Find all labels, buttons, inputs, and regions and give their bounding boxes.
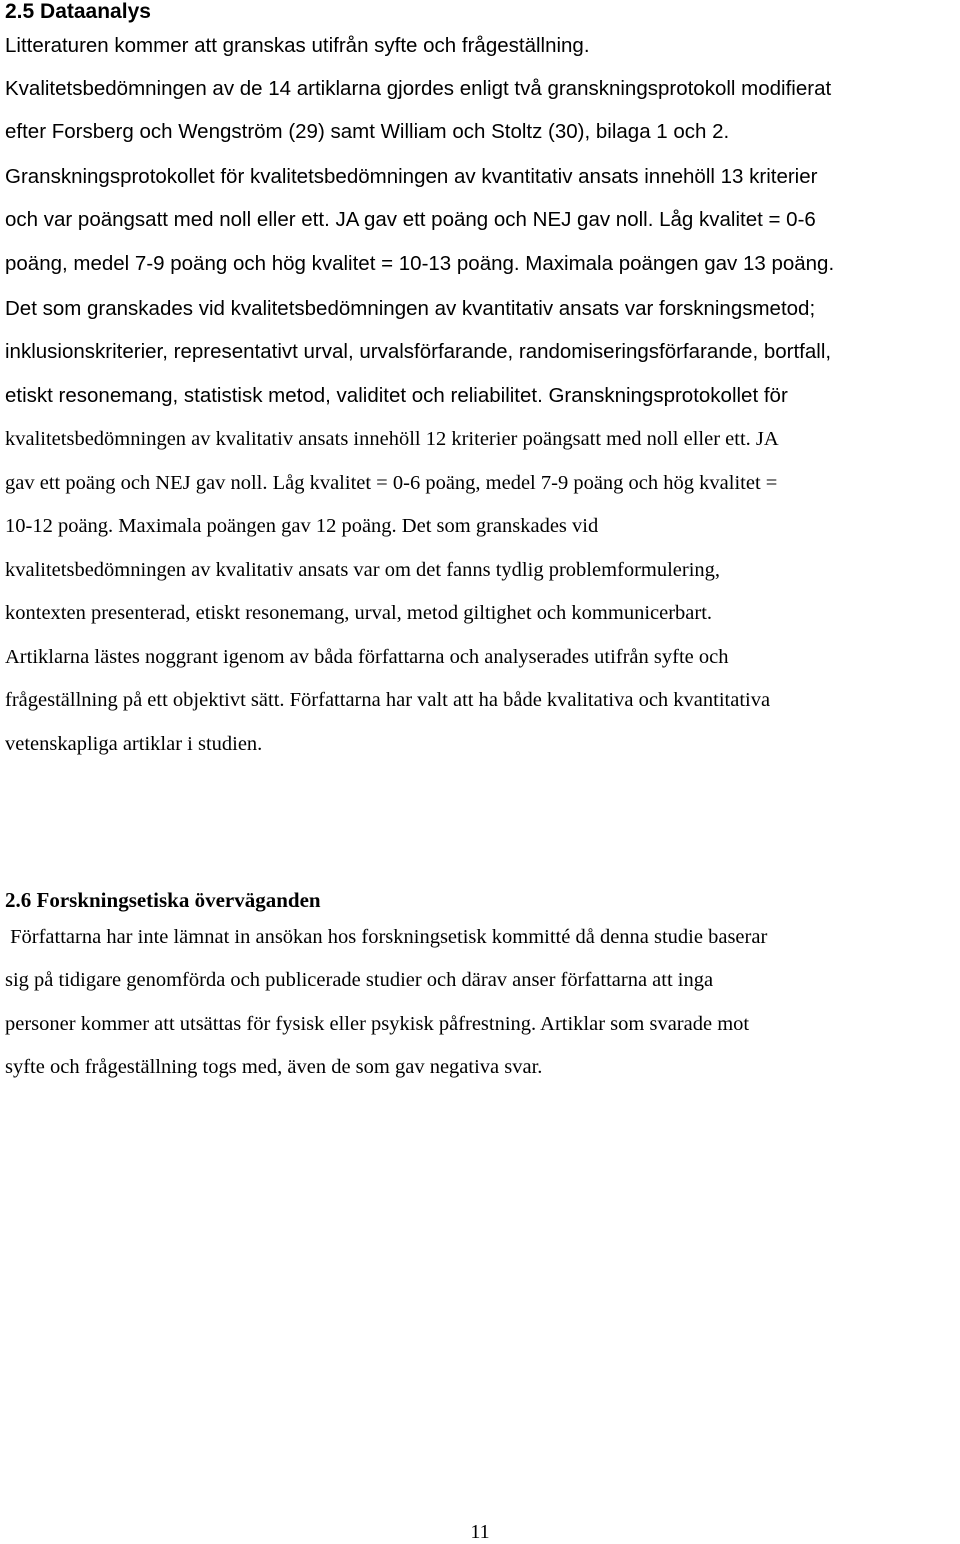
text-line: syfte och frågeställning togs med, även de som gav negativa svar. — [5, 1056, 543, 1078]
text-line: Artiklarna lästes noggrant igenom av båda författarna och analyserades utifrån syfte och — [5, 646, 729, 668]
text-line: inklusionskriterier, representativt urval, urvalsförfarande, randomiseringsförfarande, bortfall, — [5, 340, 832, 363]
text-line: 10-12 poäng. Maximala poängen gav 12 poäng. Det som granskades vid — [5, 515, 599, 537]
text-line: Kvalitetsbedömningen av de 14 artiklarna gjordes enligt två granskningsprotokoll modifierat — [5, 77, 832, 100]
page-number: 11 — [470, 1521, 490, 1543]
text-line: gav ett poäng och NEJ gav noll. Låg kvalitet = 0-6 poäng, medel 7-9 poäng och hög kvalitet = — [5, 472, 778, 494]
text-line: vetenskapliga artiklar i studien. — [5, 733, 263, 755]
text-line: kontexten presenterad, etiskt resonemang, urval, metod giltighet och kommunicerbart. — [5, 602, 713, 624]
text-line: efter Forsberg och Wengström (29) samt William och Stoltz (30), bilaga 1 och 2. — [5, 120, 730, 143]
section-heading-dataanalys: 2.5 Dataanalys — [5, 0, 151, 23]
text-line: kvalitetsbedömningen av kvalitativ ansats var om det fanns tydlig problemformulering, — [5, 559, 721, 581]
text-line: Granskningsprotokollet för kvalitetsbedömningen av kvantitativ ansats innehöll 13 kriterier — [5, 165, 818, 188]
section-heading-forskningsetiska: 2.6 Forskningsetiska överväganden — [5, 888, 321, 912]
text-line: Författarna har inte lämnat in ansökan hos forskningsetisk kommitté då denna studie baserar — [5, 926, 768, 948]
text-line: frågeställning på ett objektivt sätt. Författarna har valt att ha både kvalitativa och kvantitativa — [5, 689, 771, 711]
text-line: poäng, medel 7-9 poäng och hög kvalitet = 10-13 poäng. Maximala poängen gav 13 poäng. — [5, 252, 835, 275]
text-line: personer kommer att utsättas för fysisk eller psykisk påfrestning. Artiklar som svarade mot — [5, 1013, 750, 1035]
text-line: etiskt resonemang, statistisk metod, validitet och reliabilitet. Granskningsprotokollet för — [5, 384, 788, 407]
text-line: sig på tidigare genomförda och publicerade studier och därav anser författarna att inga — [5, 969, 714, 991]
text-line: och var poängsatt med noll eller ett. JA gav ett poäng och NEJ gav noll. Låg kvalitet = 0-6 — [5, 208, 816, 231]
text-line: kvalitetsbedömningen av kvalitativ ansats innehöll 12 kriterier poängsatt med noll eller ett. JA — [5, 428, 779, 450]
text-line: Det som granskades vid kvalitetsbedömningen av kvantitativ ansats var forskningsmetod; — [5, 297, 816, 320]
text-line: Litteraturen kommer att granskas utifrån syfte och frågeställning. — [5, 34, 590, 57]
